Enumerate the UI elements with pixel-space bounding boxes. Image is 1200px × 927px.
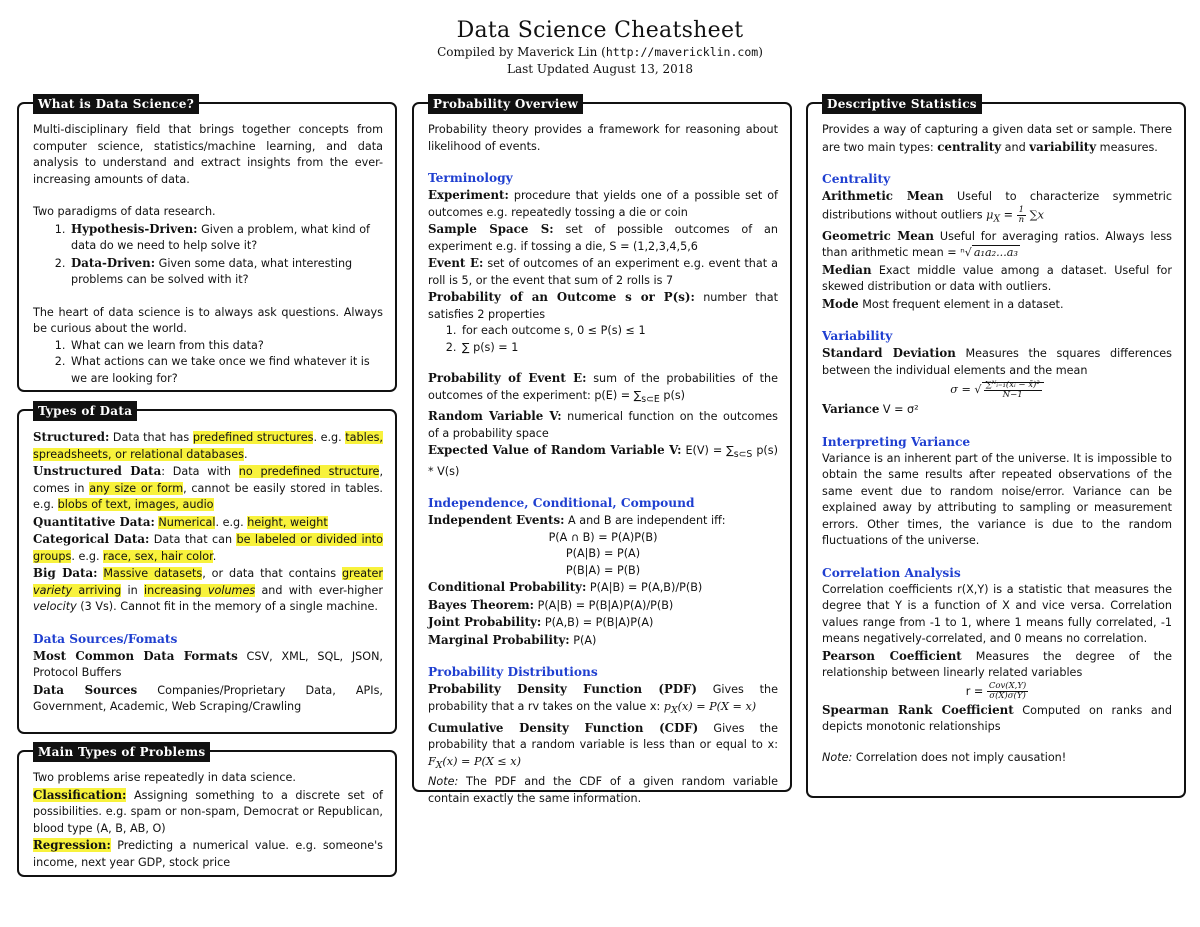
correlation-text: Correlation coefficients r(X,Y) is a statistic that measures the degree that Y is a function of X and vice versa. Correlation values range from -1 to 1, where 1 means fully correlated, -1 means negatively-correlated, and 0 means no correlation. (822, 582, 1172, 646)
marginal-def: Marginal Probability: P(A) (428, 632, 597, 647)
pearson-formula: r = $\frac{\text{Cov(X,Y)}}{\sigma(X)\sigma(Y)}$ (965, 681, 1027, 702)
descriptive-statistics-box (806, 97, 1186, 798)
terminology-heading: Terminology (428, 171, 513, 185)
equation: P(A ∩ B) = P(A)P(B) (548, 530, 658, 544)
types-of-data-box (17, 404, 397, 734)
paradigm-list (33, 221, 383, 289)
categorical-def: Categorical Data: Data that can be labeled or divided into groups. e.g. race, sex, hair color. (33, 532, 383, 563)
geometric-mean-def: Geometric Mean Useful for averaging ratios. Always less than arithmetic mean = ⁿ√ a₁a₂...a₃ (822, 228, 1172, 260)
probability-overview-box (412, 97, 792, 805)
last-updated: Last Updated August 13, 2018 (506, 62, 693, 76)
experiment-def: Experiment: procedure that yields one of a possible set of outcomes e.g. repeatedly tossing a die or coin (428, 188, 778, 219)
compiled-prefix: Compiled by Maverick Lin ( (437, 45, 606, 59)
std-dev-formula: σ = √ $\frac{\text{∑ᴺᵢ₌₁(xᵢ − x̄)²}}{N-1}$ (822, 379, 1172, 401)
paradigms-intro: Two paradigms of data research. (33, 205, 216, 218)
variance-def: Variance V = σ² (822, 402, 919, 417)
sources-def: Data Sources Companies/Proprietary Data, APIs, Government, Academic, Web Scraping/Crawling (33, 682, 383, 713)
centrality-heading: Centrality (822, 172, 891, 186)
quantitative-def: Quantitative Data: Numerical. e.g. height, weight (33, 514, 328, 529)
box-title: What is Data Science? (33, 94, 199, 114)
probability-event-def: Probability of Event E: sum of the probabilities of the outcomes of the experiment: $p(E) = \sum_{s\subset E}$ p(s) (428, 371, 778, 405)
unstructured-def: Unstructured Data: Data with no predefined structure, comes in any size or form, cannot be easily stored in tables. e.g. blobs of text, images, audio (33, 464, 384, 511)
box-title: Probability Overview (428, 94, 583, 114)
fraction: $\frac{1}{n}$ (1018, 204, 1025, 225)
variability-heading: Variability (822, 329, 893, 344)
independent-events-def: Independent Events: A and B are independent iff: (428, 513, 726, 528)
probability-outcome-def: Probability of an Outcome s or P(s): number that satisfies 2 properties (428, 290, 778, 321)
problems-intro: Two problems arise repeatedly in data science. (33, 771, 296, 784)
pdf-cdf-note: Note: The PDF and the CDF of a given random variable contain exactly the same information. (428, 775, 778, 805)
pearson-def: Pearson Coefficient Measures the degree of the relationship between linearly related variables (822, 648, 1172, 680)
list-item: 2. Data-Driven: Given some data, what interesting problems can be solved with it? (69, 255, 383, 289)
interpreting-variance-heading: Interpreting Variance (822, 434, 971, 449)
spearman-def: Spearman Rank Coefficient Computed on ranks and depicts monotonic relationships (822, 702, 1172, 734)
probability-intro: Probability theory provides a framework for reasoning about likelihood of events. (428, 123, 778, 153)
question-list (33, 338, 383, 388)
intro-text: Multi-disciplinary field that brings together concepts from computer science, statistics/machine learning, and data analysis to understand and extract insights from the ever-increasing amounts of data. (33, 123, 383, 186)
fraction: $\frac{\text{∑ᴺᵢ₌₁(xᵢ − x̄)²}}{N-1}$ (985, 379, 1040, 400)
property-list (428, 323, 778, 356)
regression-def: Regression: Predicting a numerical value. e.g. someone's income, next year GDP, stock price (33, 838, 383, 869)
heart-text: The heart of data science is to always ask questions. Always be curious about the world. (33, 305, 383, 335)
data-sources-heading: Data Sources/Fomats (33, 631, 178, 646)
box-title: Types of Data (33, 401, 137, 421)
structured-def: Structured: Data that has predefined structures. e.g. tables, spreadsheets, or relational databases. (33, 430, 383, 461)
bayes-def: Bayes Theorem: P(A|B) = P(B|A)P(A)/P(B) (428, 597, 674, 612)
fraction: $\frac{\text{Cov(X,Y)}}{\sigma(X)\sigma(Y)}$ (988, 681, 1027, 702)
event-def: Event E: set of outcomes of an experiment e.g. event that a roll is 5, or the event that sum of 2 rolls is 7 (428, 256, 778, 287)
compiled-suffix: ) (758, 45, 763, 59)
interpreting-variance-text: Variance is an inherent part of the universe. It is impossible to obtain the same results after repeated observations of the same event due to random noise/error. Variance can be explained away by attributing to sampling or measurement errors. Other times, the variance is due to the random fluctuations of the universe. (822, 451, 1172, 548)
list-item: 2. ∑ p(s) = 1 (460, 340, 778, 357)
equation: P(B|A) = P(B) (565, 563, 641, 577)
page-title: Data Science Cheatsheet (456, 18, 744, 43)
descriptive-intro: Provides a way of capturing a given data set or sample. There are two main types: centrality and variability measures. (822, 123, 1172, 154)
cdf-def: Cumulative Density Function (CDF) Gives the probability that a random variable is less than or equal to x: $F_X(x) = P(X \le x)$ (428, 720, 778, 771)
list-item: 1. for each outcome s, 0 ≤ P(s) ≤ 1 (460, 323, 778, 340)
big-data-def: Big Data: Massive datasets, or data that contains greater variety arriving in increasing volumes and with ever-higher velocity (3 Vs). Cannot fit in the memory of a single machine. (33, 566, 383, 613)
random-variable-def: Random Variable V: numerical function on the outcomes of a probability space (428, 409, 778, 440)
pdf-def: Probability Density Function (PDF) Gives the probability that a rv takes on the value x: $p_X(x) = P(X = x)$ (428, 682, 778, 717)
correlation-heading: Correlation Analysis (822, 565, 961, 580)
list-item: 2. What actions can we take once we find whatever it is we are looking for? (69, 354, 383, 387)
list-item: 1. Hypothesis-Driven: Given a problem, what kind of data do we need to help solve it? (69, 221, 383, 255)
main-types-of-problems-box (17, 745, 397, 877)
independence-heading: Independence, Conditional, Compound (428, 496, 695, 511)
compiled-by (0, 44, 1200, 61)
classification-def: Classification: Assigning something to a discrete set of possibilities. e.g. spam or non-spam, Democrat or Republican, blood type (A, B, AB, O) (33, 787, 383, 835)
conditional-def: Conditional Probability: P(A|B) = P(A,B)/P(B) (428, 580, 703, 595)
distributions-heading: Probability Distributions (428, 665, 598, 680)
correlation-note: Note: Correlation does not imply causation! (822, 750, 1067, 764)
joint-def: Joint Probability: P(A,B) = P(B|A)P(A) (428, 615, 654, 630)
sample-space-def: Sample Space S: set of possible outcomes of an experiment e.g. if tossing a die, S = (1,2,3,4,5,6 (428, 222, 778, 253)
equation: P(A|B) = P(A) (565, 547, 641, 561)
std-dev-def: Standard Deviation Measures the squares differences between the individual elements and the mean (822, 346, 1172, 377)
formats-def: Most Common Data Formats CSV, XML, SQL, JSON, Protocol Buffers (33, 648, 383, 679)
box-title: Descriptive Statistics (822, 94, 982, 114)
median-def: Median Exact middle value among a dataset. Useful for skewed distribution or data with outliers. (822, 262, 1172, 294)
expected-value-def: Expected Value of Random Variable V: $E(V) = \sum_{s\subset S}$ p(s) * V(s) (428, 443, 778, 478)
arithmetic-mean-def: Arithmetic Mean Useful to characterize symmetric distributions without outliers $\mu_X$ = $\frac{1}{n}$ ∑x (822, 189, 1172, 225)
page-header (0, 18, 1200, 78)
mode-def: Mode Most frequent element in a dataset. (822, 296, 1064, 311)
box-title: Main Types of Problems (33, 742, 210, 762)
what-is-data-science-box (17, 97, 397, 392)
author-url-link[interactable]: http://mavericklin.com (605, 45, 759, 59)
list-item: 1. What can we learn from this data? (69, 338, 383, 355)
